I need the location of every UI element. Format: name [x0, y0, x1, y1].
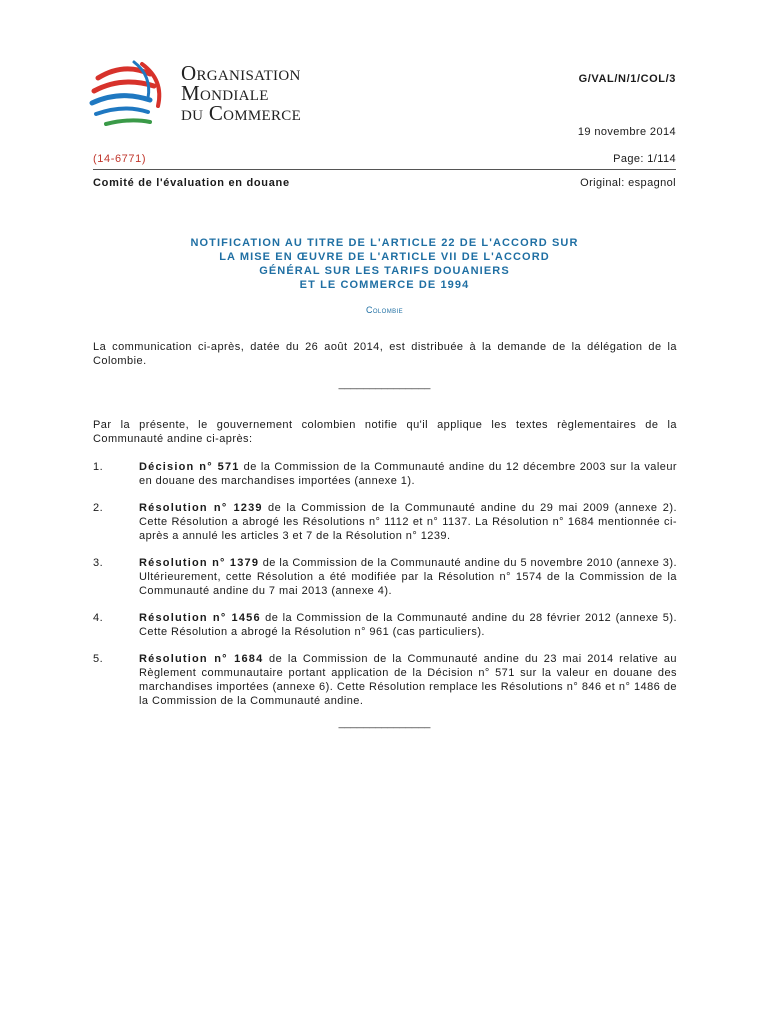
separator-top: _______________ [338, 378, 431, 390]
country-name: Colombie [365, 305, 404, 315]
item-title: Résolution n° 1239 [139, 502, 263, 514]
item-body [139, 652, 677, 708]
document-reference: (14-6771) [93, 153, 147, 165]
header-divider [93, 169, 676, 170]
item-number: 4. [93, 612, 104, 624]
org-line-2: Mondiale [181, 81, 269, 105]
org-line-1: Organisation [181, 61, 301, 85]
lead-paragraph: Par la présente, le gouvernement colombien notifie qu'il applique les textes règlementaires de la Communauté andine ci-après: [93, 419, 677, 445]
item-number: 1. [93, 461, 104, 473]
item-text: de la Commission de la Communauté andine du 23 mai 2014 relative au Règlement communautaire portant application de la Décision n° 571 sur la valeur en douane des marchandises importées (annexe 6). Cette Résolution remplace les Résolutions n° 846 et n° 1486 de la Commission de la Communauté andine. [139, 653, 677, 707]
item-body [139, 460, 677, 488]
document-date: 19 novembre 2014 [577, 126, 676, 138]
document-symbol: G/VAL/N/1/COL/3 [578, 73, 676, 85]
page-number: Page: 1/114 [613, 153, 676, 165]
title-line-3: GÉNÉRAL SUR LES TARIFS DOUANIERS [259, 265, 510, 277]
intro-paragraph: La communication ci-après, datée du 26 août 2014, est distribuée à la demande de la délégation de la Colombie. [93, 341, 677, 367]
organization-name [181, 63, 301, 123]
item-title: Résolution n° 1456 [139, 612, 261, 624]
committee-name: Comité de l'évaluation en douane [93, 177, 290, 189]
item-text: de la Commission de la Communauté andine du 12 décembre 2003 sur la valeur en douane des marchandises importées (annexe 1). [139, 461, 677, 487]
separator-bottom: _______________ [338, 717, 431, 729]
item-text: de la Commission de la Communauté andine du 28 février 2012 (annexe 5). Cette Résolution a abrogé la Résolution n° 961 (cas particuliers). [139, 612, 677, 638]
item-text: de la Commission de la Communauté andine du 29 mai 2009 (annexe 2). Cette Résolution a abrogé les Résolutions n° 1112 et n° 1137. La Résolution n° 1684 mentionnée ci-après a annulé les articles 3 et 7 de la Résolution n° 1239. [139, 502, 677, 542]
item-title: Résolution n° 1379 [139, 557, 260, 569]
item-number: 3. [93, 557, 104, 569]
item-text: de la Commission de la Communauté andine du 5 novembre 2010 (annexe 3). Ultérieurement, cette Résolution a été modifiée par la Résolution n° 1574 de la Commission de la Communauté andine du 7 mai 2013 (annexe 4). [139, 557, 677, 597]
title-line-4: ET LE COMMERCE DE 1994 [299, 279, 470, 291]
org-line-3: du Commerce [181, 101, 302, 125]
original-language: Original: espagnol [580, 177, 676, 189]
item-body [139, 556, 677, 598]
wto-logo-icon [84, 58, 172, 130]
item-number: 2. [93, 502, 104, 514]
item-title: Décision n° 571 [139, 461, 240, 473]
item-body [139, 501, 677, 543]
title-line-1: NOTIFICATION AU TITRE DE L'ARTICLE 22 DE L'ACCORD SUR [190, 237, 579, 249]
item-title: Résolution n° 1684 [139, 653, 264, 665]
item-body [139, 611, 677, 639]
document-title [93, 236, 676, 292]
title-line-2: LA MISE EN ŒUVRE DE L'ARTICLE VII DE L'ACCORD [219, 251, 550, 263]
item-number: 5. [93, 653, 104, 665]
